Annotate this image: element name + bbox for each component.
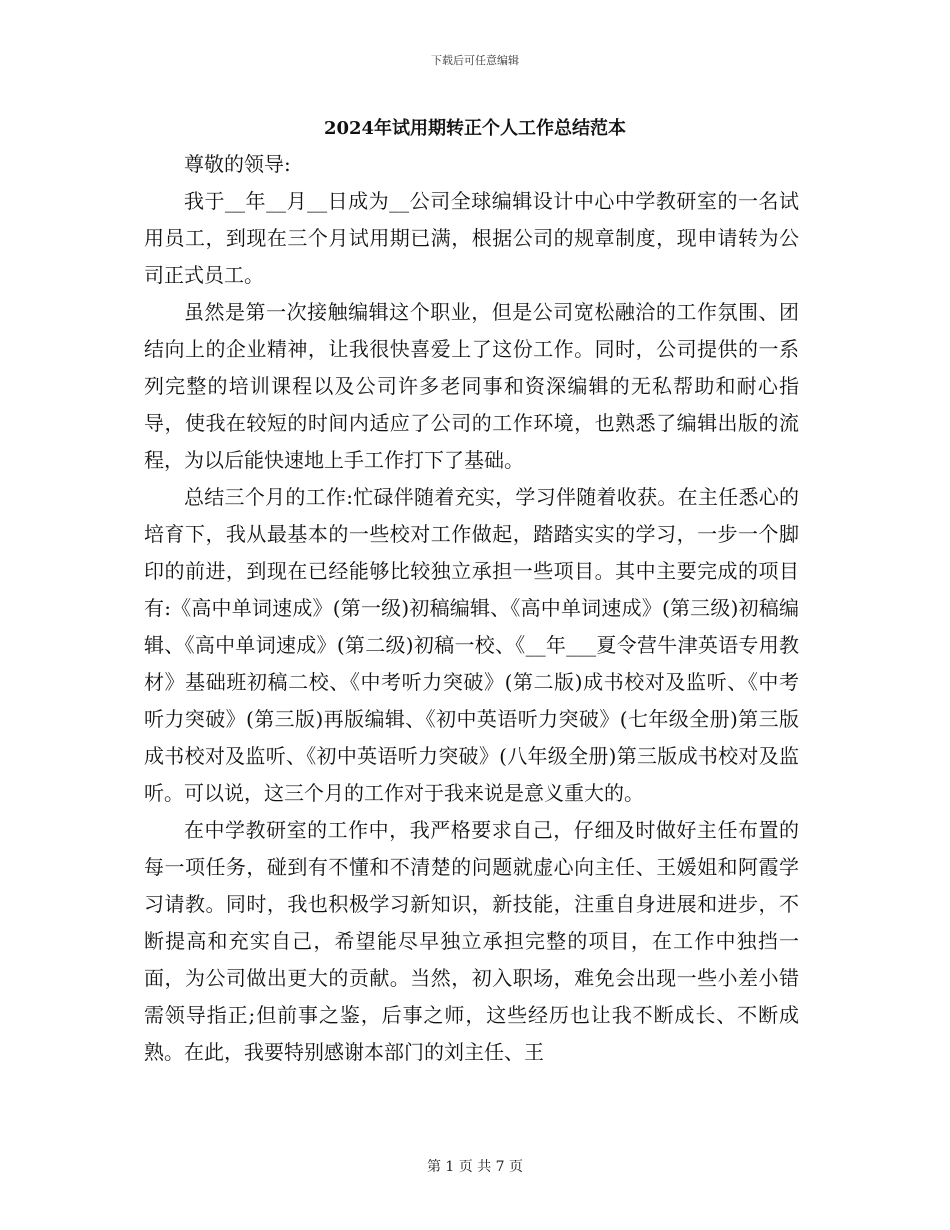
document-body bbox=[144, 146, 799, 1071]
header-note: 下载后可任意编辑 bbox=[431, 54, 519, 67]
document-title: 2024年试用期转正个人工作总结范本 bbox=[323, 118, 627, 139]
paragraph-2: 虽然是第一次接触编辑这个职业，但是公司宽松融洽的工作氛围、团结向上的企业精神，让我很快喜爱上了这份工作。同时，公司提供的一系列完整的培训课程以及公司许多老同事和资深编辑的无私帮助和耐心指导，使我在较短的时间内适应了公司的工作环境，也熟悉了编辑出版的流程，为以后能快速地上手工作打下了基础。 bbox=[144, 300, 799, 472]
paragraph-1: 我于__年__月__日成为__公司全球编辑设计中心中学教研室的一名试用员工，到现在三个月试用期已满，根据公司的规章制度，现申请转为公司正式员工。 bbox=[144, 189, 799, 287]
paragraph-3: 总结三个月的工作:忙碌伴随着充实，学习伴随着收获。在主任悉心的培育下，我从最基本的一些校对工作做起，踏踏实实的学习，一步一个脚印的前进，到现在已经能够比较独立承担一些项目。其中主要完成的项目有:《高中单词速成》(第一级)初稿编辑、《高中单词速成》(第三级)初稿编辑、《高中单词速成》(第二级)初稿一校、《__年___夏令营牛津英语专用教材》基础班初稿二校、《中考听力突破》(第二版)成书校对及监听、《中考听力突破》(第三版)再版编辑、《初中英语听力突破》(七年级全册)第三版成书校对及监听、《初中英语听力突破》(八年级全册)第三版成书校对及监听。可以说，这三个月的工作对于我来说是意义重大的。 bbox=[144, 485, 799, 805]
salutation: 尊敬的领导: bbox=[184, 152, 291, 176]
paragraph-4: 在中学教研室的工作中，我严格要求自己，仔细及时做好主任布置的每一项任务，碰到有不懂和不清楚的问题就虚心向主任、王媛姐和阿霞学习请教。同时，我也积极学习新知识，新技能，注重自身进展和进步，不断提高和充实自己，希望能尽早独立承担完整的项目，在工作中独挡一面，为公司做出更大的贡献。当然，初入职场，难免会出现一些小差小错需领导指正;但前事之鉴，后事之师，这些经历也让我不断成长、不断成熟。在此，我要特别感谢本部门的刘主任、王 bbox=[144, 818, 799, 1064]
page-number: 第 1 页 共 7 页 bbox=[426, 1159, 524, 1175]
